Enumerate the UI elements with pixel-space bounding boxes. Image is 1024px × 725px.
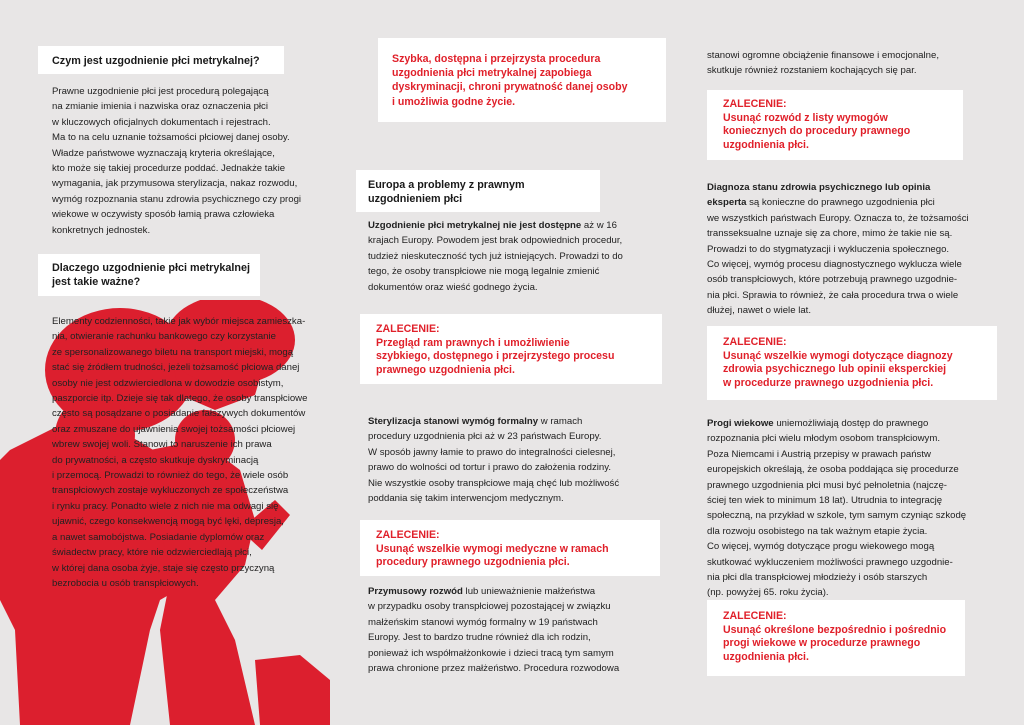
recommendation-box-3: ZALECENIE: Usunąć rozwód z listy wymogów koniecznych do procedury prawnego uzgodnienia płci. [707,90,963,160]
paragraph-divorce: Przymusowy rozwód lub unieważnienie małżeństwa w przypadku osoby transpłciowej pozostającej w związku małżeńskim stanowi wymóg formalny w 19 państwach Europy. Jest to bardzo trudne również dla ich rodzin, ponieważ ich współmałżonkowie i dzieci tracą tym samym prawa chronione przez małżeństwo. Procedura rozwodowa [368,586,620,675]
recommendation-label: ZALECENIE: [376,529,440,541]
recommendation-label: ZALECENIE: [723,98,787,110]
recommendation-label: ZALECENIE: [376,323,440,335]
paragraph-divorce-continued: stanowi ogromne obciążenie finansowe i emocjonalne, skutkuje również rozstaniem kochających się par. [707,50,939,77]
section-heading-why-important: Dlaczego uzgodnienie płci metrykalnej jest takie ważne? [52,262,250,288]
recommendation-box-2: ZALECENIE: Usunąć wszelkie wymogi medyczne w ramach procedury prawnego uzgodnienia płci. [360,520,660,576]
recommendation-box-4: ZALECENIE: Usunąć wszelkie wymogi dotyczące diagnozy zdrowia psychicznego lub opinii eksperckiej w procedurze prawnego uzgodnienia płci. [707,326,997,400]
recommendation-label: ZALECENIE: [723,610,787,622]
page-middle [330,0,685,725]
paragraph-age-limits: Progi wiekowe uniemożliwiają dostęp do prawnego rozpoznania płci wielu młodym osobom transpłciowym. Poza Niemcami i Austrią przepisy w prawach państw europejskich określają, że osoba poddająca się procedurze prawnego uzgodnienia płci musi być pełnoletnia (najczę- ściej ten wiek to minimum 18 lat). Utrudnia to integrację społeczną, na przykład w szkole, tym samym czyniąc szkodę dla rozwoju osobistego na tak ważnym etapie życia. Co więcej, wymóg dotyczące progu wiekowego mogą skutkować wykluczeniem możliwości prawnego uzgodnie- nia płci dla transpłciowej młodzieży i osób starszych (np. powyżej 65. roku życia). [707,418,967,599]
recommendation-box-1: ZALECENIE: Przegląd ram prawnych i umożliwienie szybkiego, dostępnego i przejrzystego procesu prawnego uzgodnienia płci. [360,314,662,384]
section-heading-what-is: Czym jest uzgodnienie płci metrykalnej? [52,55,260,67]
pull-quote: Szybka, dostępna i przejrzysta procedura uzgodnienia płci metrykalnej zapobiega dyskryminacji, chroni prywatność danej osoby i umożliwia godne życie. [378,38,666,122]
paragraph-why-important: Elementy codzienności, takie jak wybór miejsca zamieszka- nia, otwieranie rachunku bankowego czy korzystanie ze spersonalizowanego biletu na transport miejski, mogą stać się źródłem trudności, jeżeli tożsamość płciowa danej osoby nie jest odzwierciedlona w dowodzie osobistym, paszporcie itp. Dzieje się tak dlatego, że osoby transpłciowe często są posądzane o posiadanie fałszywych dokumentów oraz zmuszane do ujawnienia swojej tożsamości płciowej wbrew swojej woli. Stanowi to naruszenie ich prawa do prywatności, a często skutkuje dyskryminacją i przemocą. Prowadzi to również do tego, że wiele osób transpłciowych zostaje wykluczonych ze społeczeństwa i rynku pracy. Ponadto wiele z nich nie ma odwagi się ujawnić, czego konsekwencją mogą być lęki, depresja, a nawet samobójstwa. Posiadanie dyplomów oraz świadectw pracy, które nie odzwierciedlają płci, w której dana osoba żyje, staje się często przyczyną bezrobocia u osób transpłciowych. [52,316,308,589]
page-right [685,0,1024,725]
page-left [0,0,330,725]
recommendation-label: ZALECENIE: [723,336,787,348]
section-heading-europe: Europa a problemy z prawnym uzgodnieniem płci [368,179,525,205]
paragraph-sterilization: Sterylizacja stanowi wymóg formalny w ramach procedury uzgodnienia płci aż w 23 państwach Europy. W sposób jawny łamie to prawo do integralności cielesnej, prawo do wolności od tortur i prawo do założenia rodziny. Nie wszystkie osoby transpłciowe mają chęć lub możliwość poddania się takim interwencjom medycznym. [368,416,620,505]
paragraph-diagnosis: Diagnoza stanu zdrowia psychicznego lub opinia eksperta są konieczne do prawnego uzgodnienia płci we wszystkich państwach Europy. Oznacza to, że tożsamości transseksualne uznaje się za chore, mimo że takie nie są. Prowadzi to do stygmatyzacji i wykluczenia społecznego. Co więcej, wymóg procesu diagnostycznego wyklucza wiele osób transpłciowych, które potrzebują prawnego uzgodnie- nia płci. Sprawia to również, że cała procedura trwa o wiele dłużej, nawet o wiele lat. [707,182,969,317]
paragraph-definition: Prawne uzgodnienie płci jest procedurą polegającą na zmianie imienia i nazwiska oraz oznaczenia płci w kluczowych oficjalnych dokumentach i rejestrach. Ma to na celu uznanie tożsamości płciowej danej osoby. Władze państwowe wyznaczają kryteria określające, kto może się takiej procedurze poddać. Jednakże takie wymagania, jak przymusowa sterylizacja, nakaz rozwodu, wymóg rozpoznania stanu zdrowia psychicznego czy progi wiekowe w oczywisty sposób łamią prawa człowieka konkretnych jednostek. [52,86,302,236]
recommendation-box-5: ZALECENIE: Usunąć określone bezpośrednio i pośrednio progi wiekowe w procedurze prawnego uzgodnienia płci. [707,600,965,676]
paragraph-availability: Uzgodnienie płci metrykalnej nie jest dostępne aż w 16 krajach Europy. Powodem jest brak odpowiednich procedur, tudzież nieskuteczność tych już istniejących. Prowadzi to do tego, że osoby transpłciowe nie mogą legalnie zmienić dokumentów oraz wieść godnego życia. [368,220,623,293]
